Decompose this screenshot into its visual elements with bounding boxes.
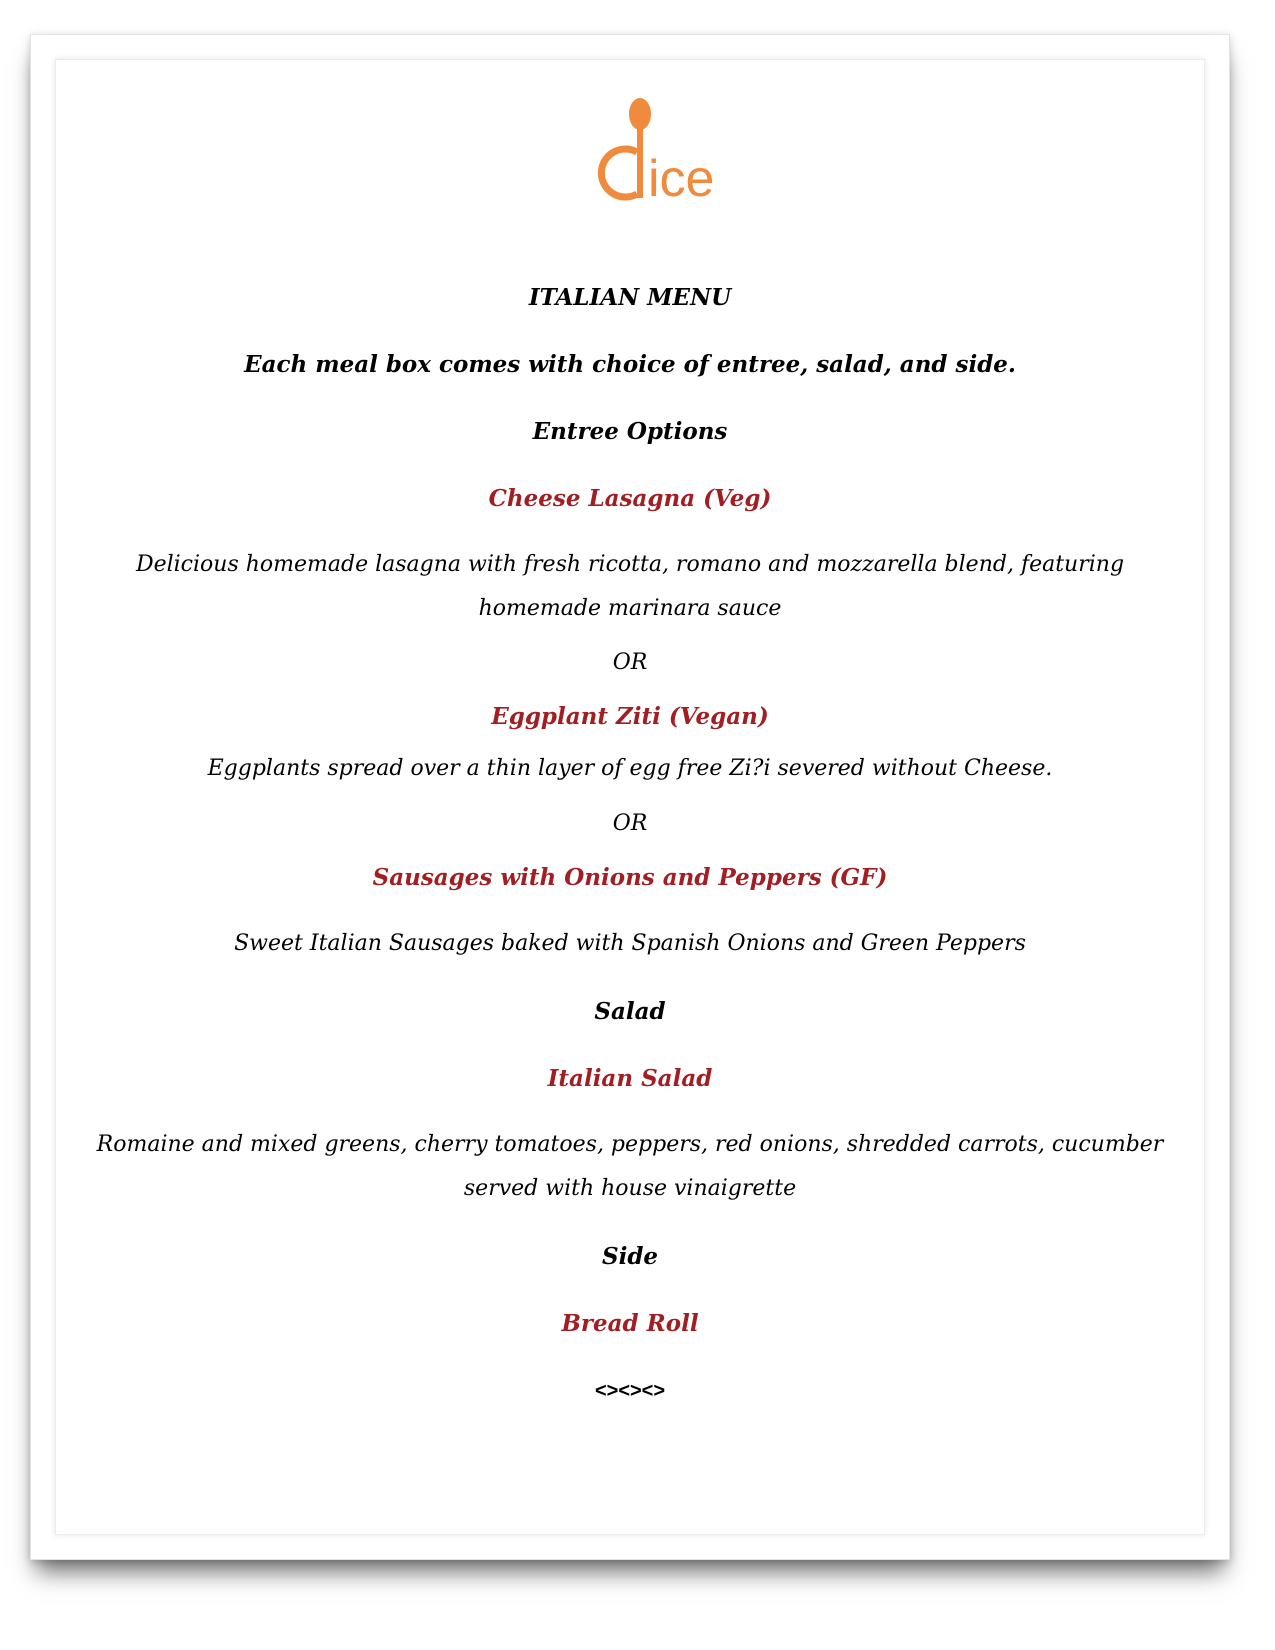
side-name: Bread Roll — [561, 1310, 699, 1337]
or-separator: OR — [612, 811, 648, 836]
or-separator: OR — [612, 650, 648, 675]
menu-title: ITALIAN MENU — [528, 284, 732, 311]
menu-page — [30, 34, 1230, 1560]
logo-wordmark: ice — [648, 150, 715, 204]
entree-description: Delicious homemade lasagna with fresh ricotta, romano and mozzarella blend, featuring — [135, 552, 1125, 577]
menu-divider: <><><> — [594, 1380, 666, 1402]
entree-description: Sweet Italian Sausages baked with Spanish Onions and Green Peppers — [234, 931, 1026, 956]
salad-description-cont: served with house vinaigrette — [463, 1176, 797, 1201]
entree-description-cont: homemade marinara sauce — [478, 596, 782, 621]
entree-name: Eggplant Ziti (Vegan) — [491, 703, 769, 730]
side-heading: Side — [601, 1243, 659, 1270]
entree-heading: Entree Options — [532, 418, 728, 445]
entree-name: Sausages with Onions and Peppers (GF) — [372, 864, 888, 891]
dice-logo — [592, 94, 742, 204]
spoon-icon — [629, 98, 651, 130]
entree-description: Eggplants spread over a thin layer of egg free Zi?i severed without Cheese. — [207, 756, 1053, 781]
salad-heading: Salad — [594, 998, 666, 1025]
menu-intro: Each meal box comes with choice of entree, salad, and side. — [244, 351, 1016, 378]
menu-page-frame — [55, 59, 1205, 1535]
salad-description: Romaine and mixed greens, cherry tomatoes, peppers, red onions, shredded carrots, cucumber — [96, 1132, 1164, 1157]
salad-name: Italian Salad — [547, 1065, 713, 1092]
entree-name: Cheese Lasagna (Veg) — [488, 485, 772, 512]
